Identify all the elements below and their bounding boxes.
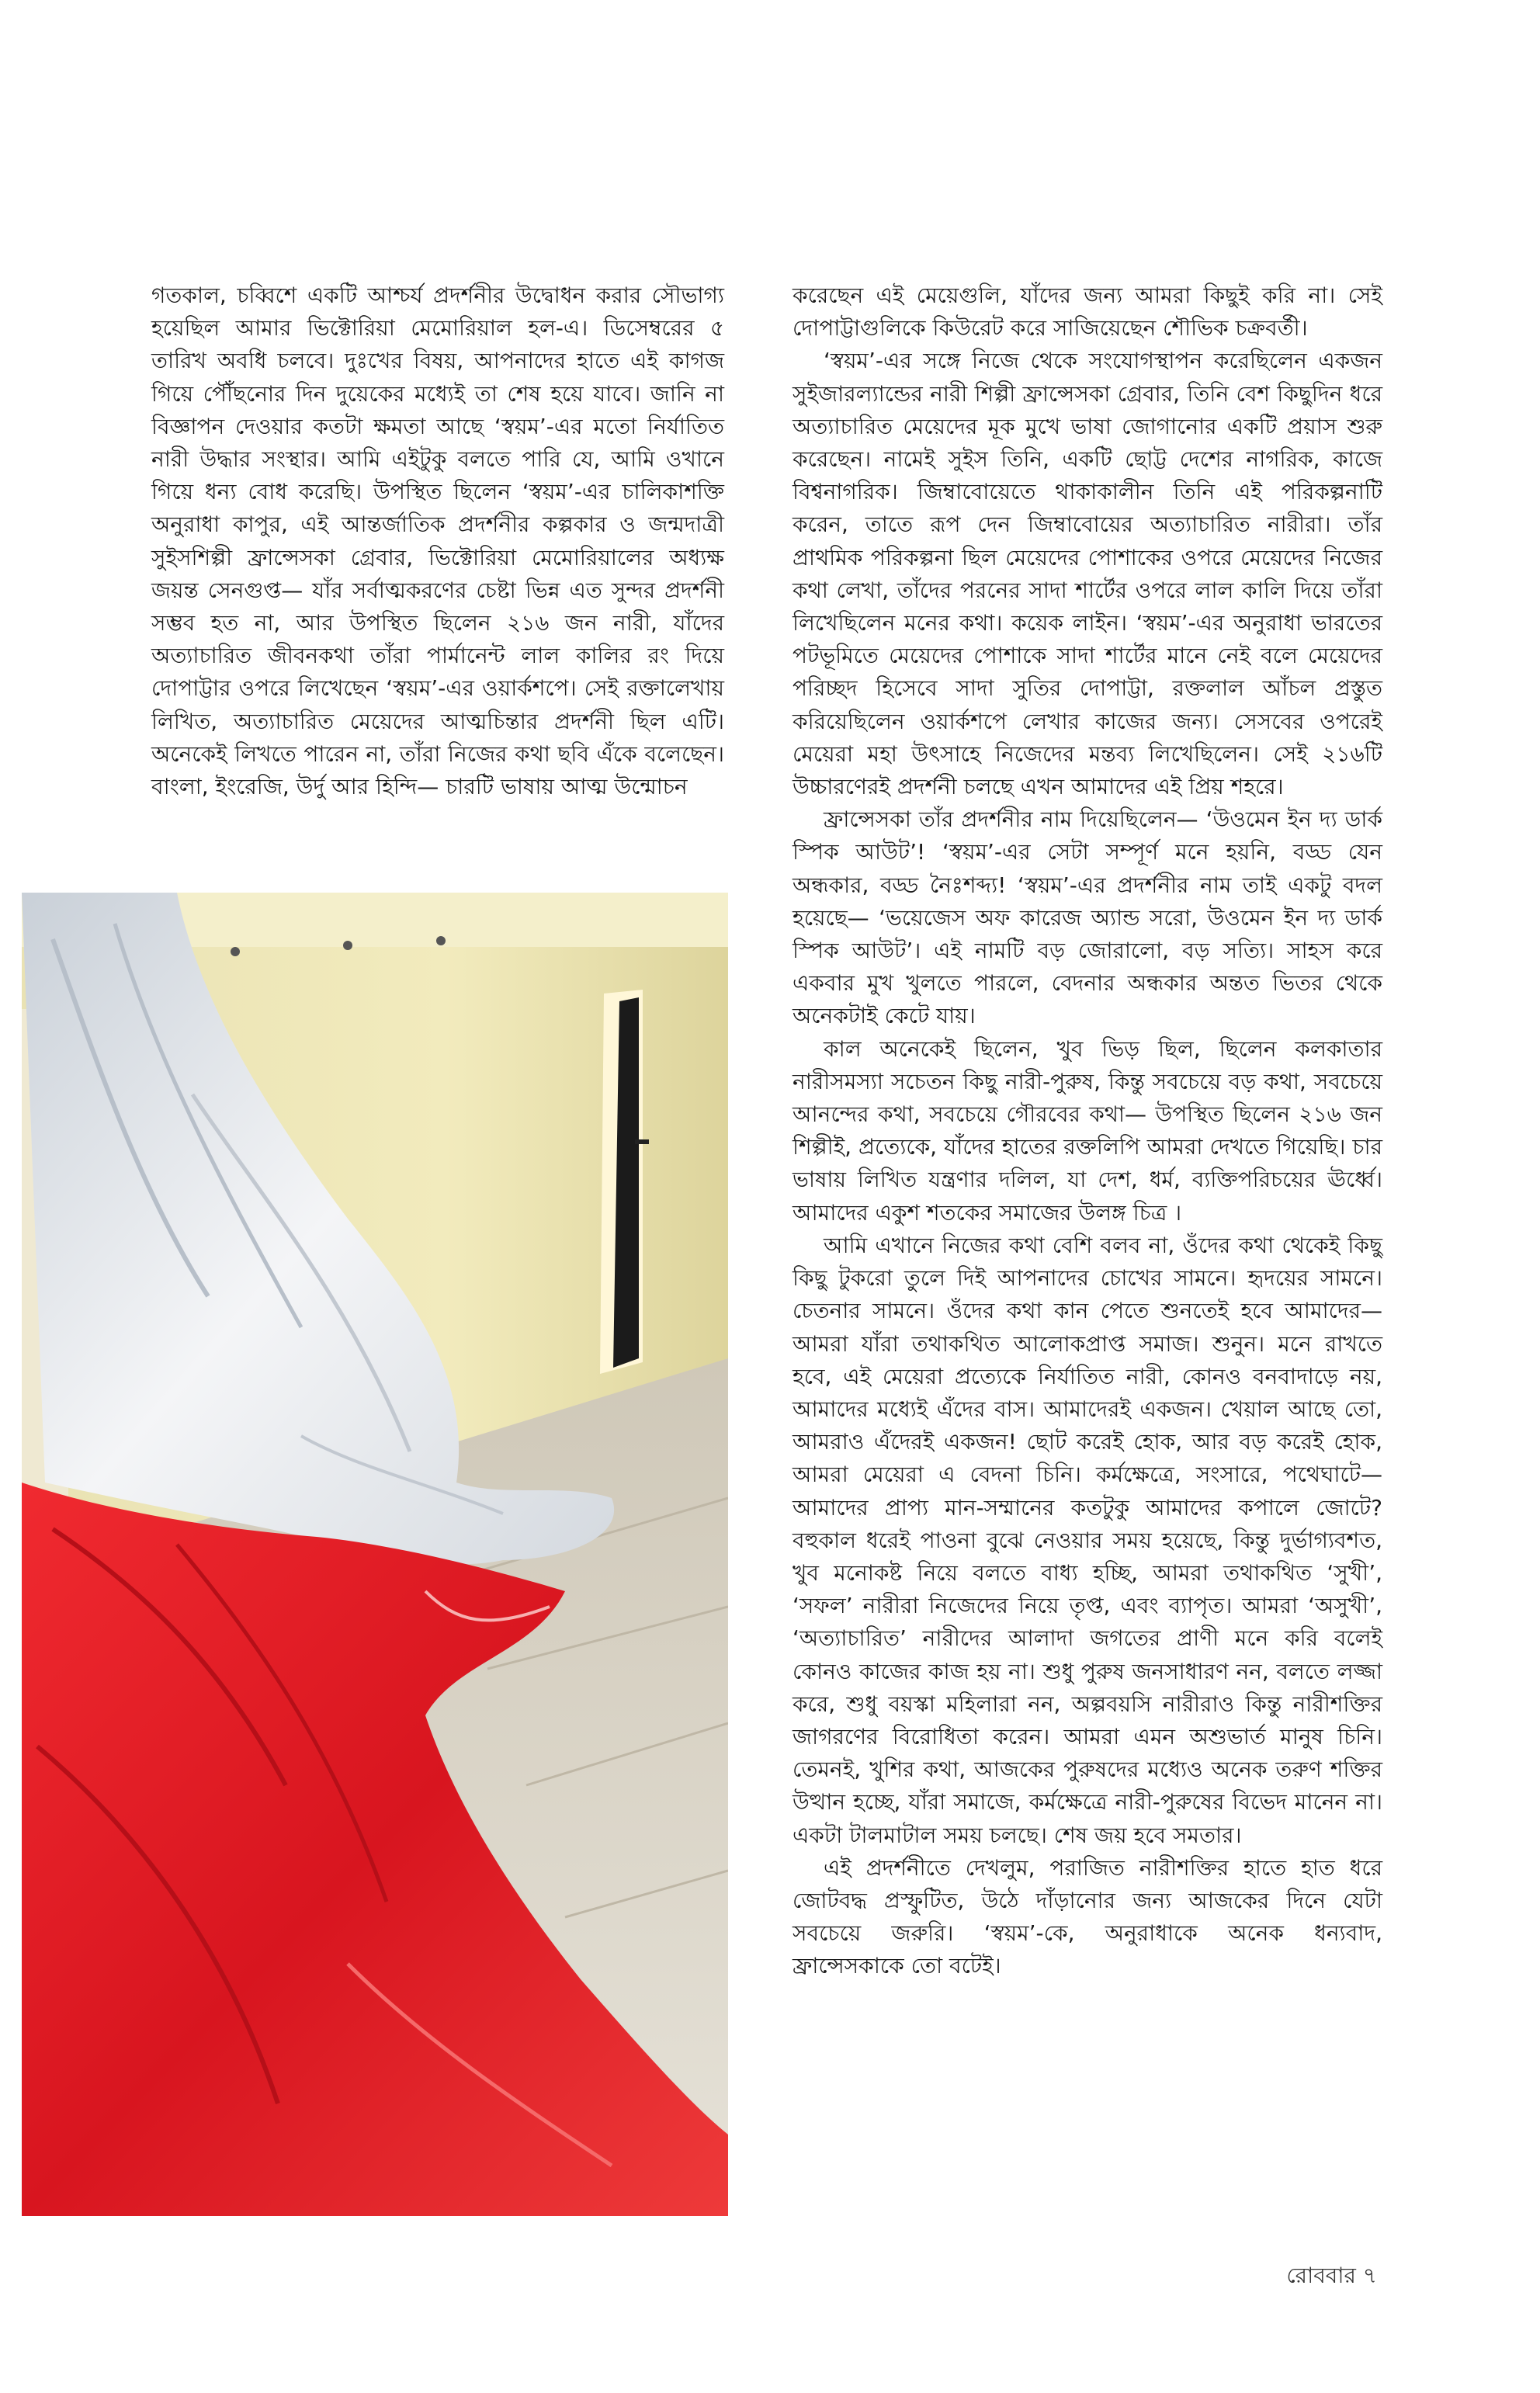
paragraph: ফ্রান্সেসকা তাঁর প্রদর্শনীর নাম দিয়েছিলেন— ‘উওমেন ইন দ্য ডার্ক স্পিক আউট’! ‘স্বয়ম’-এর সেটা সম্পূর্ণ মনে হয়নি, বড্ড যেন অন্ধকার, বড্ড নৈঃশব্দ্য! ‘স্বয়ম’-এর প্রদর্শনীর নাম তাই একটু বদল হয়েছে— ‘ভয়েজেস অফ কারেজ অ্যান্ড সরো, উওমেন ইন দ্য ডার্ক স্পিক আউট’। এই নামটি বড় জোরালো, বড় সত্যি। সাহস করে একবার মুখ খুলতে পারলে, বেদনার অন্ধকার অন্তত ভিতর থেকে অনেকটাই কেটে যায়।	[793, 806, 1382, 1029]
paragraph: আমি এখানে নিজের কথা বেশি বলব না, ওঁদের কথা থেকেই কিছু কিছু টুকরো তুলে দিই আপনাদের চোখের সামনে। হৃদয়ের সামনে। চেতনার সামনে। ওঁদের কথা কান পেতে শুনতেই হবে আমাদের— আমরা যাঁরা তথাকথিত আলোকপ্রাপ্ত সমাজ। শুনুন। মনে রাখতে হবে, এই মেয়েরা প্রত্যেকে নির্যাতিত নারী, কোনও বনবাদাড়ে নয়, আমাদের মধ্যেই এঁদের বাস। আমাদেরই একজন। খেয়াল আছে তো, আমরাও এঁদেরই একজন! ছোট করেই হোক, আর বড় করেই হোক, আমরা মেয়েরা এ বেদনা চিনি। কর্মক্ষেত্রে, সংসারে, পথেঘাটে— আমাদের প্রাপ্য মান-সম্মানের কতটুকু আমাদের কপালে জোটে? বহুকাল ধরেই পাওনা বুঝে নেওয়ার সময় হয়েছে, কিন্তু দুর্ভাগ্যবশত, খুব মনোকষ্ট নিয়ে বলতে বাধ্য হচ্ছি, আমরা তথাকথিত ‘সুখী’, ‘সফল’ নারীরা নিজেদের নিয়ে তৃপ্ত, এবং ব্যাপৃত। আমরা ‘অসুখী’, ‘অত্যাচারিত’ নারীদের আলাদা জগতের প্রাণী মনে করি বলেই কোনও কাজের কাজ হয় না। শুধু পুরুষ জনসাধারণ নন, বলতে লজ্জা করে, শুধু বয়স্কা মহিলারা নন, অল্পবয়সি নারীরাও কিন্তু নারীশক্তির জাগরণের বিরোধিতা করেন। আমরা এমন অশুভার্ত মানুষ চিনি। তেমনই, খুশির কথা, আজকের পুরুষদের মধ্যেও অনেক তরুণ শক্তির উত্থান হচ্ছে, যাঁরা সমাজে, কর্মক্ষেত্রে নারী-পুরুষের বিভেদ মানেন না। একটা টালমাটাল সময় চলছে। শেষ জয় হবে সমতার।	[793, 1232, 1382, 1848]
paragraph: গতকাল, চব্বিশে একটি আশ্চর্য প্রদর্শনীর উদ্বোধন করার সৌভাগ্য হয়েছিল আমার ভিক্টোরিয়া মেমোরিয়াল হল-এ। ডিসেম্বরের ৫ তারিখ অবধি চলবে। দুঃখের বিষয়, আপনাদের হাতে এই কাগজ গিয়ে পৌঁছনোর দিন দুয়েকের মধ্যেই তা শেষ হয়ে যাবে। জানি না বিজ্ঞাপন দেওয়ার কতটা ক্ষমতা আছে ‘স্বয়ম’-এর মতো নির্যাতিত নারী উদ্ধার সংস্থার। আমি এইটুকু বলতে পারি যে, আমি ওখানে গিয়ে ধন্য বোধ করেছি। উপস্থিত ছিলেন ‘স্বয়ম’-এর চালিকাশক্তি অনুরাধা কাপুর, এই আন্তর্জাতিক প্রদর্শনীর কল্পকার ও জন্মদাত্রী সুইসশিল্পী ফ্রান্সেসকা গ্রেবার, ভিক্টোরিয়া মেমোরিয়ালের অধ্যক্ষ জয়ন্ত সেনগুপ্ত— যাঁর সর্বাত্মকরণের চেষ্টা ভিন্ন এত সুন্দর প্রদর্শনী সম্ভব হত না, আর উপস্থিত ছিলেন ২১৬ জন নারী, যাঁদের অত্যাচারিত জীবনকথা তাঁরা পার্মানেন্ট লাল কালির রং দিয়ে দোপাট্টার ওপরে লিখেছেন ‘স্বয়ম’-এর ওয়ার্কশপে। সেই রক্তালেখায় লিখিত, অত্যাচারিত মেয়েদের আত্মচিন্তার প্রদর্শনী ছিল এটি। অনেকেই লিখতে পারেন না, তাঁরা নিজের কথা ছবি এঁকে বলেছেন। বাংলা, ইংরেজি, উর্দু আর হিন্দি— চারটি ভাষায় আত্ম উন্মোচন	[151, 283, 724, 800]
paragraph: কাল অনেকেই ছিলেন, খুব ভিড় ছিল, ছিলেন কলকাতার নারীসমস্যা সচেতন কিছু নারী-পুরুষ, কিন্তু সবচেয়ে বড় কথা, সবচেয়ে আনন্দের কথা, সবচেয়ে গৌরবের কথা— উপস্থিত ছিলেন ২১৬ জন শিল্পীই, প্রত্যেকে, যাঁদের হাতের রক্তলিপি আমরা দেখতে গিয়েছি। চার ভাষায় লিখিত যন্ত্রণার দলিল, যা দেশ, ধর্ম, ব্যক্তিপরিচয়ের ঊর্ধ্বে। আমাদের একুশ শতকের সমাজের উলঙ্গ চিত্র ।	[793, 1035, 1382, 1226]
exhibition-photo	[22, 893, 728, 2216]
article-left-column	[151, 279, 724, 803]
article-right-column	[793, 279, 1382, 1983]
paragraph: করেছেন এই মেয়েগুলি, যাঁদের জন্য আমরা কিছুই করি না। সেই দোপাট্টাগুলিকে কিউরেট করে সাজিয়েছেন শৌভিক চক্রবর্তী।	[793, 283, 1382, 342]
paragraph: এই প্রদর্শনীতে দেখলুম, পরাজিত নারীশক্তির হাতে হাত ধরে জোটবদ্ধ প্রস্ফুটিত, উঠে দাঁড়ানোর জন্য আজকের দিনে যেটা সবচেয়ে জরুরি। ‘স্বয়ম’-কে, অনুরাধাকে অনেক ধন্যবাদ, ফ্রান্সেসকাকে তো বটেই।	[793, 1854, 1382, 1979]
paragraph: ‘স্বয়ম’-এর সঙ্গে নিজে থেকে সংযোগস্থাপন করেছিলেন একজন সুইজারল্যান্ডের নারী শিল্পী ফ্রান্সেসকা গ্রেবার, তিনি বেশ কিছুদিন ধরে অত্যাচারিত মেয়েদের মূক মুখে ভাষা জোগানোর একটি প্রয়াস শুরু করেছেন। নামেই সুইস তিনি, একটি ছোট্ট দেশের নাগরিক, কাজে বিশ্বনাগরিক। জিম্বাবোয়েতে থাকাকালীন তিনি এই পরিকল্পনাটি করেন, তাতে রূপ দেন জিম্বাবোয়ের অত্যাচারিত নারীরা। তাঁর প্রাথমিক পরিকল্পনা ছিল মেয়েদের পোশাকের ওপরে মেয়েদের নিজের কথা লেখা, তাঁদের পরনের সাদা শার্টের ওপরে লাল কালি দিয়ে তাঁরা লিখেছিলেন মনের কথা। কয়েক লাইন। ‘স্বয়ম’-এর অনুরাধা ভারতের পটভূমিতে মেয়েদের পোশাকে সাদা শার্টের মানে নেই বলে মেয়েদের পরিচ্ছদ হিসেবে সাদা সুতির দোপাট্টা, রক্তলাল আঁচল প্রস্তুত করিয়েছিলেন ওয়ার্কশপে লেখার কাজের জন্য। সেসবের ওপরেই মেয়েরা মহা উৎসাহে নিজেদের মন্তব্য লিখেছিলেন। সেই ২১৬টি উচ্চারণেরই প্রদর্শনী চলছে এখন আমাদের এই প্রিয় শহরে।	[793, 348, 1382, 800]
page-number-label: রোববার ৭	[1286, 2263, 1377, 2288]
exhibition-photo-illustration	[22, 893, 728, 2216]
